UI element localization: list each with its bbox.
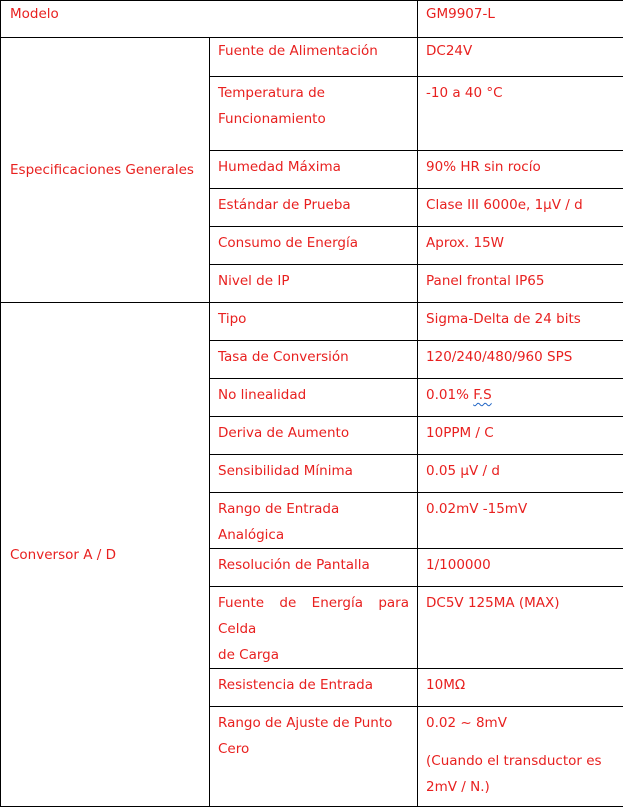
param-text: Tasa de Conversión <box>218 341 409 370</box>
value-cell <box>418 189 623 227</box>
value-cell <box>418 265 623 303</box>
param-cell <box>210 265 418 303</box>
value-text: Sigma-Delta de 24 bits <box>426 303 615 332</box>
value-text: -10 a 40 °C <box>426 77 615 106</box>
value-cell <box>418 455 623 493</box>
param-text: Resolución de Pantalla <box>218 549 409 578</box>
param-cell <box>210 455 418 493</box>
value-cell <box>418 151 623 189</box>
table-row <box>1 38 623 77</box>
value-cell <box>418 493 623 549</box>
value-text: 0.05 μV / d <box>426 455 615 484</box>
param-cell <box>210 151 418 189</box>
param-text: Deriva de Aumento <box>218 417 409 446</box>
param-cell <box>210 417 418 455</box>
param-text: Estándar de Prueba <box>218 189 409 218</box>
param-cell <box>210 341 418 379</box>
note-line: 2mV / N.) <box>426 779 490 795</box>
param-cell <box>210 669 418 707</box>
value-text: 1/100000 <box>426 549 615 578</box>
value-cell <box>418 227 623 265</box>
value-cell <box>418 341 623 379</box>
table-row <box>1 1 623 38</box>
param-text: Humedad Máxima <box>218 151 409 180</box>
value-cell <box>418 587 623 669</box>
param-line: Fuente de Energía para Celda <box>218 595 409 637</box>
general-specs-label: Especificaciones Generales <box>1 38 210 303</box>
converter-label: Conversor A / D <box>1 303 210 807</box>
param-cell <box>210 379 418 417</box>
param-line: Cero <box>218 741 249 757</box>
value-cell: DC24V <box>418 38 623 77</box>
value-text: 0.01% <box>426 387 473 403</box>
param-cell <box>210 303 418 341</box>
value-cell <box>418 669 623 707</box>
param-cell <box>210 549 418 587</box>
param-cell <box>210 493 418 549</box>
value-text: 0.02 ~ 8mV <box>426 715 507 731</box>
value-text: 90% HR sin rocío <box>426 151 615 180</box>
value-cell <box>418 303 623 341</box>
value-cell <box>418 379 623 417</box>
value-text: 120/240/480/960 SPS <box>426 341 615 370</box>
param-cell <box>210 189 418 227</box>
model-value: GM9907-L <box>418 1 623 38</box>
param-text: Tipo <box>218 303 409 332</box>
param-line: Rango de Ajuste de Punto <box>218 715 392 731</box>
value-text: Panel frontal IP65 <box>426 265 615 294</box>
value-cell <box>418 549 623 587</box>
spellcheck-marked-text: F.S <box>473 387 491 403</box>
param-cell <box>210 77 418 151</box>
param-text: Resistencia de Entrada <box>218 669 409 698</box>
param-text: Consumo de Energía <box>218 227 409 256</box>
value-text: 10PPM / C <box>426 417 615 446</box>
param-cell <box>210 587 418 669</box>
param-text: Rango de Entrada Analógica <box>218 493 409 548</box>
param-line: Funcionamiento <box>218 111 326 127</box>
value-cell <box>418 707 623 807</box>
value-cell <box>418 417 623 455</box>
param-text: Nivel de IP <box>218 265 409 294</box>
model-label: Modelo <box>1 1 418 38</box>
value-text: Clase III 6000e, 1μV / d <box>426 189 615 218</box>
param-cell <box>210 227 418 265</box>
param-cell: Fuente de Alimentación <box>210 38 418 77</box>
value-text: Aprox. 15W <box>426 227 615 256</box>
param-line: de Carga <box>218 647 279 663</box>
param-cell <box>210 707 418 807</box>
param-text: No linealidad <box>218 379 409 408</box>
value-text: 10MΩ <box>426 669 615 698</box>
param-line: Temperatura de <box>218 85 325 101</box>
value-text: 0.02mV -15mV <box>426 493 615 522</box>
value-text: DC5V 125MA (MAX) <box>426 587 615 616</box>
table-row <box>1 303 623 341</box>
param-text: Sensibilidad Mínima <box>218 455 409 484</box>
value-cell <box>418 77 623 151</box>
note-line: (Cuando el transductor es <box>426 753 602 769</box>
